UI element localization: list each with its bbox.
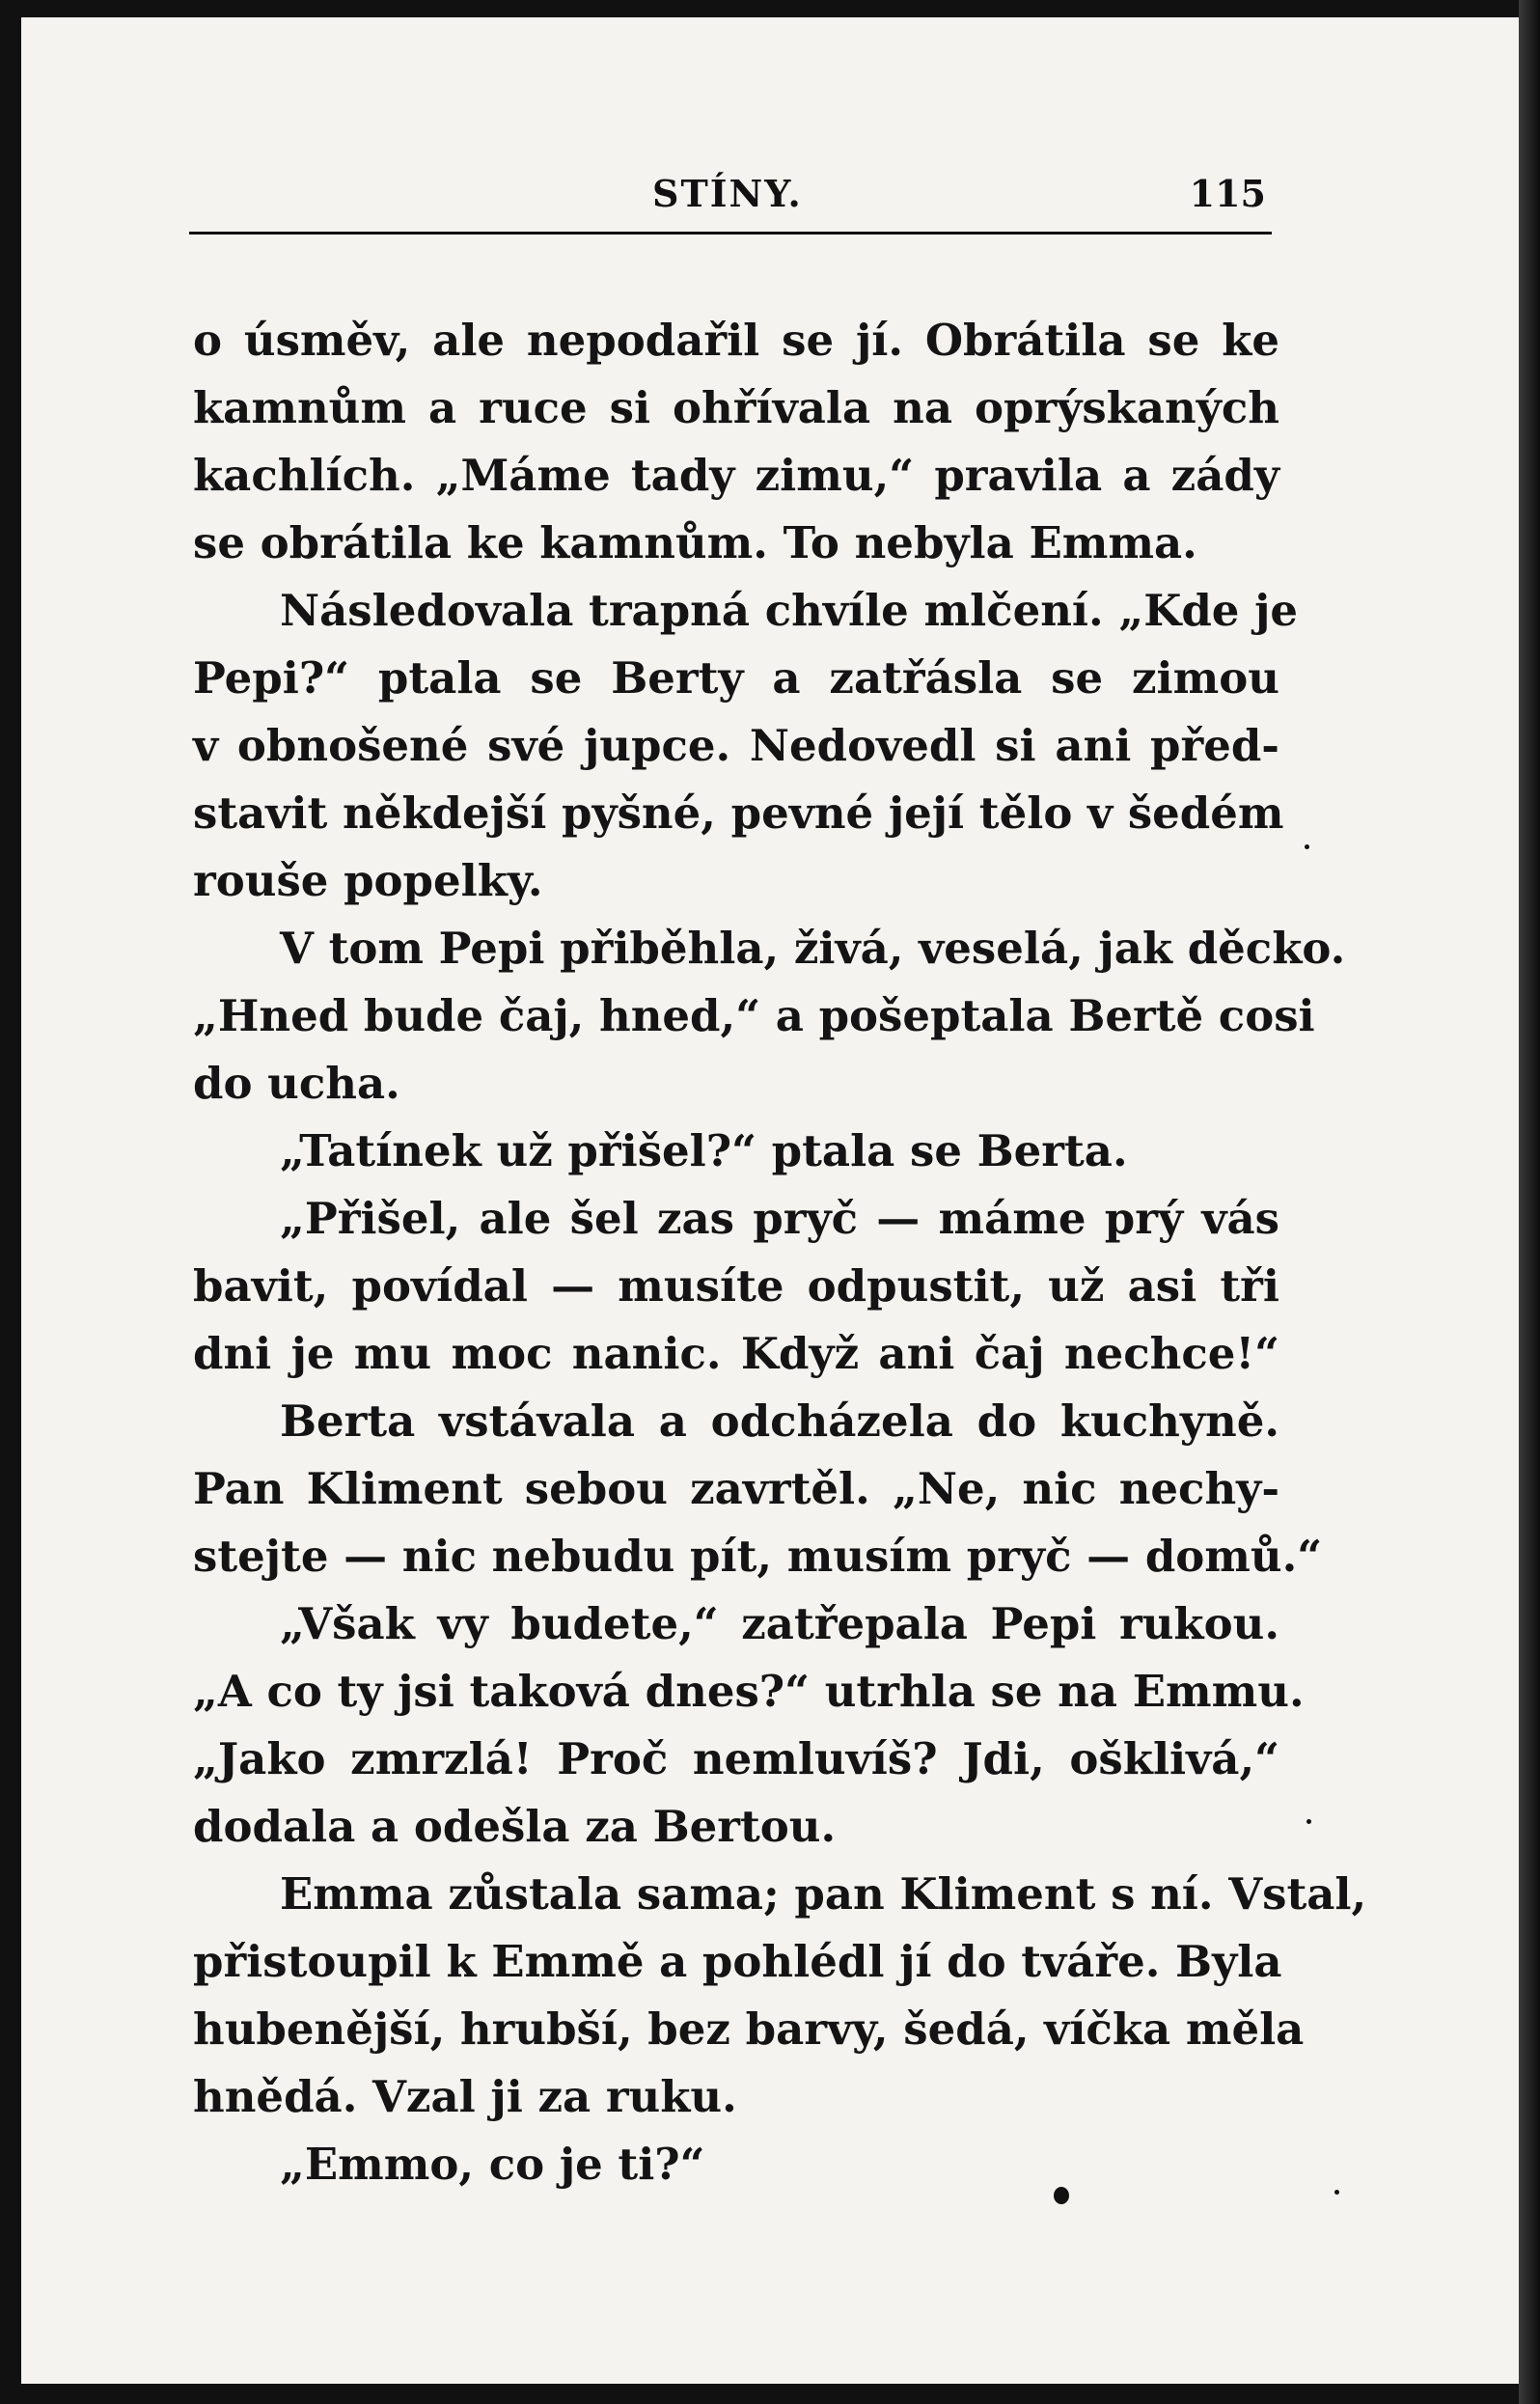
text-line: bavit, povídal — musíte odpustit, už asi tři bbox=[193, 1260, 1279, 1312]
text-line: „Emmo, co je ti?“ bbox=[280, 2139, 705, 2190]
ink-speck bbox=[1054, 2187, 1069, 2204]
text-line: Emma zůstala sama; pan Kliment s ní. Vstal, bbox=[280, 1868, 1367, 1920]
text-line: v obnošené své jupce. Nedovedl si ani před- bbox=[193, 720, 1279, 771]
page-number: 115 bbox=[1189, 172, 1266, 215]
text-line: „Přišel, ale šel zas pryč — máme prý vás bbox=[280, 1193, 1279, 1244]
text-line: se obrátila ke kamnům. To nebyla Emma. bbox=[193, 517, 1197, 568]
text-line: stejte — nic nebudu pít, musím pryč — domů.“ bbox=[193, 1531, 1323, 1582]
text-line: Pan Kliment sebou zavrtěl. „Ne, nic nechy- bbox=[193, 1463, 1279, 1514]
text-line: kachlích. „Máme tady zimu,“ pravila a zády bbox=[193, 450, 1279, 501]
ink-speck bbox=[1306, 1819, 1311, 1824]
text-line: přistoupil k Emmě a pohlédl jí do tváře. Byla bbox=[193, 1936, 1282, 1987]
text-line: kamnům a ruce si ohřívala na oprýskaných bbox=[193, 382, 1279, 433]
body-text bbox=[193, 307, 1367, 2198]
text-line: rouše popelky. bbox=[193, 855, 543, 906]
text-line: do ucha. bbox=[193, 1058, 400, 1109]
text-line: hnědá. Vzal ji za ruku. bbox=[193, 2071, 737, 2122]
text-line: „Jako zmrzlá! Proč nemluvíš? Jdi, ošklivá,“ bbox=[193, 1733, 1279, 1784]
text-line: „A co ty jsi taková dnes?“ utrhla se na Emmu. bbox=[193, 1666, 1305, 1717]
text-line: dni je mu moc nanic. Když ani čaj nechce!“ bbox=[193, 1328, 1279, 1379]
ink-speck bbox=[1334, 2190, 1339, 2195]
page-edge-shadow bbox=[1519, 0, 1540, 2404]
text-line: dodala a odešla za Bertou. bbox=[193, 1801, 837, 1852]
text-line: stavit někdejší pyšné, pevné její tělo v šedém bbox=[193, 788, 1284, 839]
text-line: „Však vy budete,“ zatřepala Pepi rukou. bbox=[280, 1598, 1279, 1649]
text-line: Berta vstávala a odcházela do kuchyně. bbox=[280, 1395, 1279, 1447]
text-line: V tom Pepi přiběhla, živá, veselá, jak děcko. bbox=[280, 923, 1346, 974]
text-line: Pepi?“ ptala se Berty a zatřásla se zimou bbox=[193, 652, 1279, 704]
text-line: „Tatínek už přišel?“ ptala se Berta. bbox=[280, 1125, 1128, 1176]
running-head bbox=[189, 164, 1272, 235]
text-line: Následovala trapná chvíle mlčení. „Kde je bbox=[280, 585, 1299, 636]
text-line: „Hned bude čaj, hned,“ a pošeptala Bertě cosi bbox=[193, 990, 1315, 1041]
chapter-title: STÍNY. bbox=[652, 172, 803, 215]
text-line: o úsměv, ale nepodařil se jí. Obrátila se ke bbox=[193, 315, 1279, 366]
ink-speck bbox=[1305, 844, 1309, 849]
text-line: hubenější, hrubší, bez barvy, šedá, víčka měla bbox=[193, 2003, 1305, 2055]
